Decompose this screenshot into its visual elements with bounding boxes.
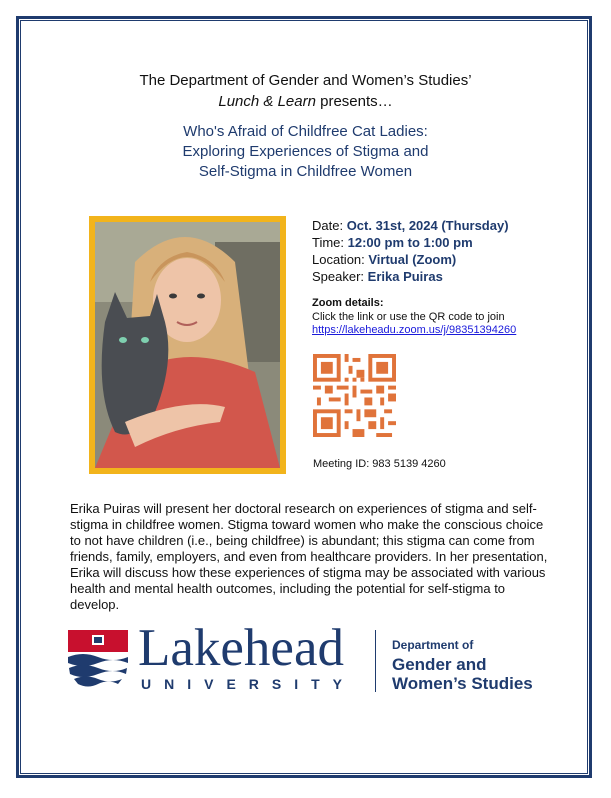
zoom-heading: Zoom details: xyxy=(312,297,384,309)
dept-name-line-1: Gender and xyxy=(392,655,487,674)
location-row xyxy=(312,251,509,268)
speaker-row xyxy=(312,268,509,285)
talk-description: Erika Puiras will present her doctoral research on experiences of stigma and self-stigma in childfree women. Stigma toward women who make the conscious choice to not have children (i.e., being childfree) is abundant; this stigma can come from friends, family, employers, and even from healthcare providers. In her presentation, Erika will discuss how these experiences of stigma may be associated with various health and mental health outcomes, including the potential for self-stigma to develop. xyxy=(70,501,548,612)
dept-presents-line: The Department of Gender and Women’s Studies’ xyxy=(139,72,472,89)
logo-divider xyxy=(375,630,376,692)
title-line-3: Self-Stigma in Childfree Women xyxy=(198,163,413,180)
zoom-link[interactable]: https://lakeheadu.zoom.us/j/98351394260 xyxy=(312,324,517,336)
qr-code-icon[interactable] xyxy=(313,354,396,437)
date-value: Oct. 31st, 2024 (Thursday) xyxy=(346,218,509,233)
lunch-learn-line xyxy=(60,92,551,112)
lakehead-shield-icon xyxy=(68,630,128,692)
lunch-learn-italic: Lunch & Learn xyxy=(218,93,316,110)
speaker-photo xyxy=(89,216,286,474)
dept-name-line-2: Women’s Studies xyxy=(392,674,533,693)
speaker-value: Erika Puiras xyxy=(367,269,443,284)
meeting-id: Meeting ID: 983 5139 4260 xyxy=(313,458,446,470)
date-label: Date: xyxy=(312,218,347,233)
lakehead-wordmark: Lakehead xyxy=(138,619,344,677)
presents-text: presents… xyxy=(315,93,393,110)
speaker-with-cat-illustration xyxy=(95,222,280,468)
title-line-2: Exploring Experiences of Stigma and xyxy=(182,143,429,160)
time-row xyxy=(312,234,509,251)
date-row xyxy=(312,217,509,234)
dept-name xyxy=(392,655,533,693)
time-label: Time: xyxy=(312,235,348,250)
time-value: 12:00 pm to 1:00 pm xyxy=(347,235,473,250)
location-label: Location: xyxy=(312,252,369,267)
title-line-1: Who's Afraid of Childfree Cat Ladies: xyxy=(183,123,428,140)
talk-title xyxy=(60,122,551,182)
location-value: Virtual (Zoom) xyxy=(368,252,457,267)
zoom-instructions: Click the link or use the QR code to join xyxy=(312,311,505,323)
speaker-label: Speaker: xyxy=(312,269,368,284)
event-details xyxy=(312,217,509,285)
university-subtitle: UNIVERSITY xyxy=(141,676,356,692)
dept-of-label: Department of xyxy=(392,638,474,652)
